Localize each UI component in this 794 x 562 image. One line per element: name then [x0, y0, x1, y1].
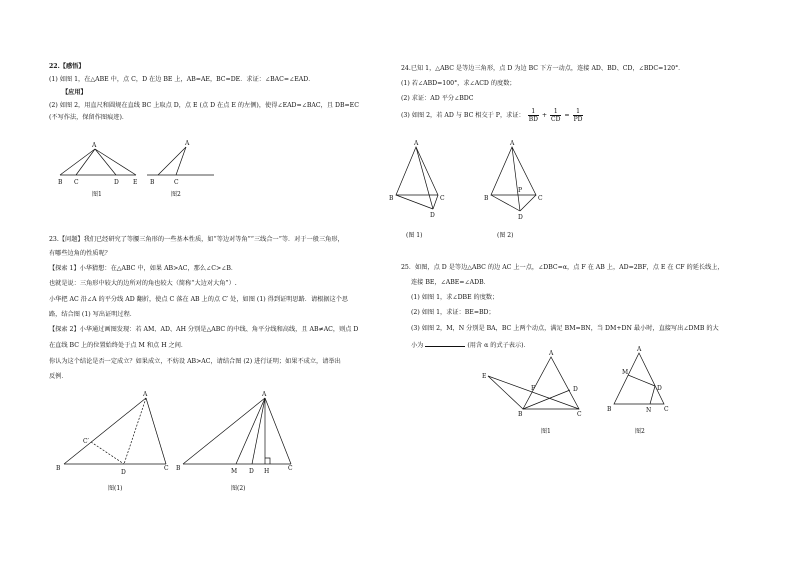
q22-part2-note: (不写作法，保留作图痕迹)．	[49, 114, 129, 121]
q24-f2-label-B: B	[484, 195, 489, 202]
q22-title: 22.【感悟】	[49, 63, 85, 70]
q24-fraction-1: $\frac{1}{BD}$	[528, 108, 538, 123]
q22-fig2-caption: 图2	[171, 191, 181, 198]
q23-line2: 有哪些边角的性质呢？	[49, 250, 111, 257]
q23-explore2: 【探索 2】小华通过画图发现：若 AM、AD、AH 分别是△ABC 的中线、角平分线和高线，且 AB≠AC，则点 D	[49, 326, 359, 333]
q24-f2-label-A: A	[510, 140, 515, 147]
q23-f2-label-D: D	[249, 468, 254, 475]
q23-f1-label-D: D	[121, 469, 126, 476]
q24-f2-label-P: P	[518, 187, 523, 194]
q22-f1-label-E: E	[133, 179, 138, 186]
q23-f2-label-H: H	[264, 468, 270, 475]
q22-f1-label-A: A	[92, 142, 97, 149]
q25-f1-label-D: D	[573, 386, 578, 393]
q23-f2-label-M: M	[231, 468, 238, 475]
q23-f2-label-C: C	[288, 465, 293, 472]
q25-f1-label-C: C	[577, 411, 582, 418]
q25-fig1-caption: 图1	[541, 428, 551, 435]
q24-f1-label-B: B	[389, 195, 394, 202]
q25-f2-label-N: N	[646, 407, 652, 414]
q24-fraction-3: $\frac{1}{PD}$	[573, 108, 583, 123]
q23-f1-label-B: B	[56, 465, 61, 472]
q22-f1-label-C: C	[74, 179, 79, 186]
q22-fig1-caption: 图1	[92, 191, 102, 198]
q23-explore1: 【探索 1】小华猜想：在△ABC 中，如果 AB>AC，那么∠C>∠B．	[49, 265, 238, 272]
q22-f1-label-B: B	[58, 179, 63, 186]
q23-line5: 小华把 AC 沿∠A 的平分线 AD 翻折，使点 C 落在 AB 上的点 C′ 处，如图 (1) 得到证明思路．请根据这个思	[49, 296, 349, 303]
q25-f1-label-F: F	[531, 385, 536, 392]
q25-figure-2	[614, 353, 664, 404]
q24-equals: =	[564, 112, 570, 119]
q24-plus: +	[541, 112, 548, 119]
q23-f1-label-Cprime: C′	[83, 438, 89, 445]
q24-fraction-2: $\frac{1}{CD}$	[551, 108, 561, 123]
q22-part1: (1) 如图 1，在△ABE 中，点 C，D 在边 BE 上，AB=AE，BC=DE．求证：∠BAC=∠EAD．	[49, 76, 315, 83]
q23-fig1-caption: 图(1)	[108, 485, 123, 492]
q23-line9: 你认为这个结论是否一定成立？如果成立，不妨设 AB>AC，请结合图 (2) 进行证明；如果不成立，请举出	[49, 358, 341, 365]
q25-fig2-caption: 图2	[635, 428, 645, 435]
q23-line6: 路，结合图 (1) 写出证明过程．	[49, 311, 136, 318]
q23-line8: 在直线 BC 上的位置始终处于点 M 和点 H 之间．	[49, 342, 188, 349]
q25-part3: (3) 如图 2，M，N 分别是 BA，BC 上两个动点，满足 BM=BN，当 DM+DN 最小时，直接写出∠DMB 的大	[411, 325, 719, 332]
q23-line1: 23.【问题】我们已经研究了等腰三角形的一些基本性质，如“等边对等角”“三线合一”等．对于一般三角形，	[49, 236, 344, 243]
q24-part3-text: (3) 如图 2，若 AD 与 BC 相交于 P，求证：	[401, 112, 525, 119]
q25-part1: (1) 如图 1，求∠DBE 的度数；	[411, 294, 499, 301]
q25-figure-1	[488, 357, 579, 409]
q23-f1-label-C: C	[164, 465, 169, 472]
q25-line1: 25．如图，点 D 是等边△ABC 的边 AC 上一点，∠DBC=α，点 F 在 AB 上，AD=2BF，点 E 在 CF 的延长线上，	[401, 264, 724, 271]
q25-answer-prefix: 小为	[411, 342, 424, 349]
q25-f2-label-D: D	[657, 385, 662, 392]
q22-apply-heading: 【应用】	[62, 89, 87, 96]
q25-f2-label-B: B	[607, 406, 612, 413]
q23-fig2-caption: 图(2)	[231, 485, 246, 492]
q22-f2-label-C: C	[174, 179, 179, 186]
q25-f1-label-B: B	[518, 411, 523, 418]
q25-f2-label-M: M	[622, 369, 629, 376]
q24-f2-label-D: D	[518, 214, 523, 221]
q24-line1: 24.已知 1，△ABC 是等边三角形，点 D 为边 BC 下方一动点，连接 AD、BD、CD，∠BDC=120°．	[401, 65, 685, 72]
q24-f1-label-C: C	[440, 195, 445, 202]
q25-f2-label-C: C	[664, 406, 669, 413]
q22-f1-label-D: D	[114, 179, 119, 186]
q25-part2: (2) 如图 1，求证：BE=BD；	[411, 309, 495, 316]
q22-f2-label-B: B	[150, 179, 155, 186]
q25-f1-label-E: E	[482, 373, 487, 380]
q24-f2-label-C: C	[538, 195, 543, 202]
q22-part2: (2) 如图 2，用直尺和圆规在直线 BC 上取点 D，点 E (点 D 在点 E 的左侧)，使得∠EAD=∠BAC，且 DB=EC	[49, 102, 359, 109]
q23-line4: 也就是说：三角形中较大的边所对的角也较大（简称“大边对大角”）.	[49, 280, 237, 287]
q22-f2-label-A: A	[185, 140, 190, 147]
q24-part1: (1) 若∠ABD=100°，求∠ACD 的度数；	[401, 80, 516, 87]
q24-fig2-caption: (图 2)	[497, 232, 514, 239]
q25-line2: 连接 BE，∠ABE=∠ADB．	[411, 279, 490, 286]
q24-f1-label-A: A	[414, 140, 419, 147]
q23-line10: 反例．	[49, 373, 68, 380]
q24-fig1-caption: (图 1)	[406, 232, 423, 239]
q25-f2-label-A: A	[637, 346, 642, 353]
q25-answer-suffix: (用含 α 的式子表示)．	[467, 342, 530, 349]
q24-part2: (2) 求证：AD 平分∠BDC	[401, 95, 474, 102]
q25-f1-label-A: A	[549, 350, 554, 357]
q23-f2-label-B: B	[176, 465, 181, 472]
q23-f1-label-A: A	[143, 391, 148, 398]
q24-f1-label-D: D	[430, 212, 435, 219]
q23-f2-label-A: A	[262, 391, 267, 398]
